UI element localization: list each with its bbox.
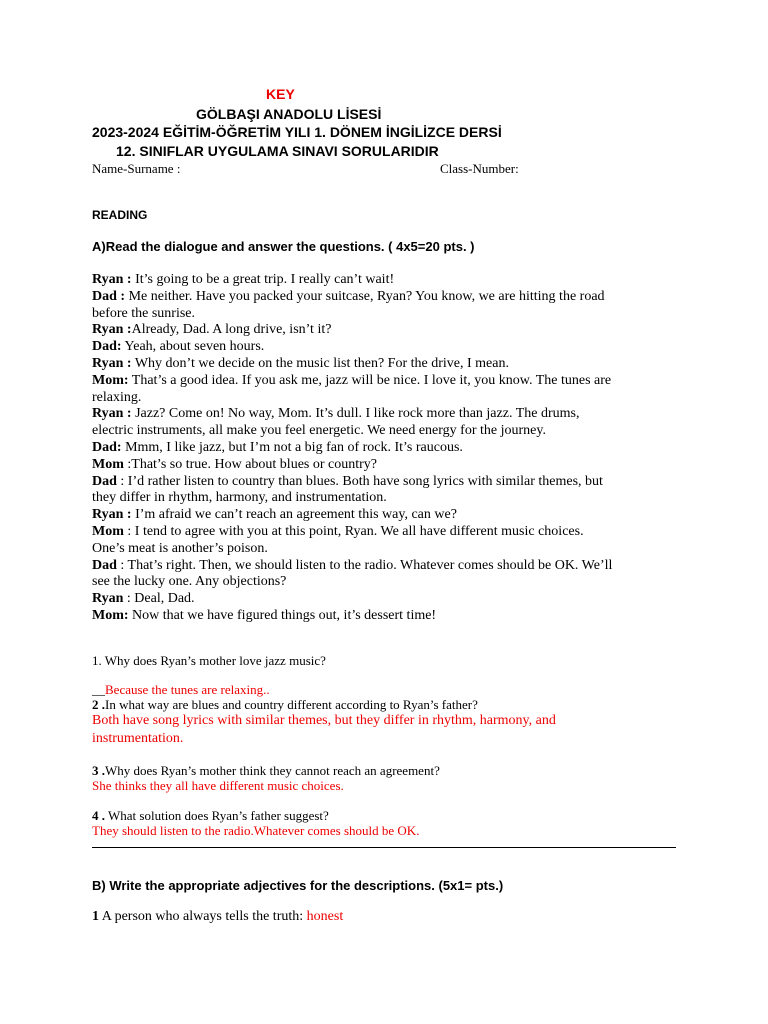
part-b-instruction: B) Write the appropriate adjectives for the descriptions. (5x1= pts.) <box>92 878 504 893</box>
dialogue-line: they differ in rhythm, harmony, and instrumentation. <box>92 490 387 506</box>
dialogue-line: Ryan : Jazz? Come on! No way, Mom. It’s dull. I like rock more than jazz. The drums, <box>92 406 580 422</box>
question-3: 3 .Why does Ryan’s mother think they cannot reach an agreement? <box>92 763 440 778</box>
dialogue-line: before the sunrise. <box>92 305 196 321</box>
question-4: 4 . What solution does Ryan’s father suggest? <box>92 808 329 823</box>
dialogue-line: Dad: Mmm, I like jazz, but I’m not a big fan of rock. It’s raucous. <box>92 439 463 455</box>
dialogue-line: Ryan : I’m afraid we can’t reach an agreement this way, can we? <box>92 507 457 523</box>
dialogue-line: Mom :That’s so true. How about blues or country? <box>92 456 378 472</box>
dialogue-line: relaxing. <box>92 389 142 405</box>
term-title: 2023-2024 EĞİTİM-ÖĞRETİM YILI 1. DÖNEM İNGİLİZCE DERSİ <box>92 124 502 140</box>
dialogue-line: Ryan : Deal, Dad. <box>92 591 195 607</box>
answer-1: __Because the tunes are relaxing.. <box>92 682 270 697</box>
dialogue-line: electric instruments, all make you feel energetic. We need energy for the journey. <box>92 423 546 439</box>
dialogue-line: see the lucky one. Any objections? <box>92 574 287 590</box>
answer-key-label: KEY <box>266 86 295 102</box>
dialogue-line: Mom : I tend to agree with you at this point, Ryan. We all have different music choices. <box>92 523 584 539</box>
dialogue-line: Ryan : Why don’t we decide on the music list then? For the drive, I mean. <box>92 355 509 371</box>
dialogue-line: Dad: Yeah, about seven hours. <box>92 339 265 355</box>
section-reading-heading: READING <box>92 208 148 222</box>
part-b-item-1: 1 A person who always tells the truth: honest <box>92 909 344 924</box>
section-divider <box>92 847 676 848</box>
name-surname-label: Name-Surname : <box>92 161 181 176</box>
answer-3: She thinks they all have different music choices. <box>92 778 344 793</box>
school-name: GÖLBAŞI ANADOLU LİSESİ <box>196 106 382 122</box>
exam-title: 12. SINIFLAR UYGULAMA SINAVI SORULARIDIR <box>116 143 439 159</box>
answer-4: They should listen to the radio.Whatever comes should be OK. <box>92 823 420 838</box>
dialogue-line: Dad : That’s right. Then, we should listen to the radio. Whatever comes should be OK. We’ll <box>92 557 613 573</box>
question-1: 1. Why does Ryan’s mother love jazz music? <box>92 653 326 668</box>
dialogue <box>92 272 692 625</box>
answer-2-line-1: Both have song lyrics with similar themes, but they differ in rhythm, harmony, and <box>92 713 556 728</box>
dialogue-line: Dad : Me neither. Have you packed your suitcase, Ryan? You know, we are hitting the road <box>92 288 605 304</box>
class-number-label: Class-Number: <box>440 161 519 176</box>
dialogue-line: Mom: That’s a good idea. If you ask me, jazz will be nice. I love it, you know. The tunes are <box>92 372 612 388</box>
dialogue-line: Mom: Now that we have figured things out, it’s dessert time! <box>92 607 437 623</box>
dialogue-line: Ryan :Already, Dad. A long drive, isn’t it? <box>92 322 332 338</box>
answer-2-line-2: instrumentation. <box>92 731 184 746</box>
dialogue-line: Ryan : It’s going to be a great trip. I really can’t wait! <box>92 272 395 287</box>
part-a-instruction: A)Read the dialogue and answer the questions. ( 4x5=20 pts. ) <box>92 239 475 254</box>
dialogue-line: One’s meat is another’s poison. <box>92 540 268 556</box>
question-2: 2 .In what way are blues and country different according to Ryan’s father? <box>92 697 478 712</box>
dialogue-line: Dad : I’d rather listen to country than blues. Both have song lyrics with similar themes, but <box>92 473 603 489</box>
